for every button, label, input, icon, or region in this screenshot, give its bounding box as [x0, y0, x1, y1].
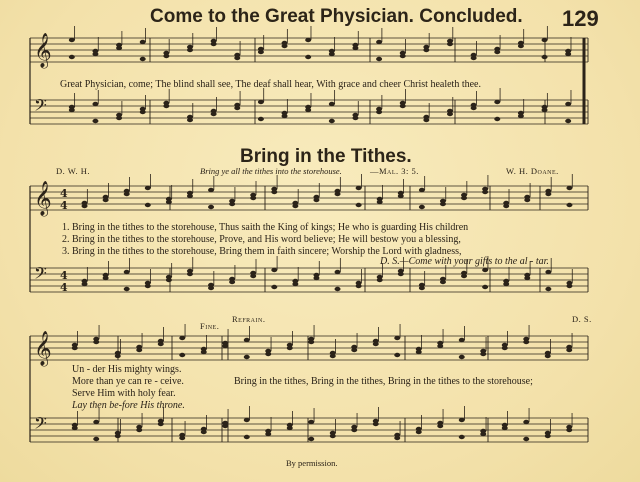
h1-bass-note — [471, 103, 477, 107]
h2b-bass-note — [244, 418, 250, 422]
h2a-treble-note — [208, 188, 214, 192]
h2b-bass-note — [287, 423, 293, 427]
h2b-bass-note — [158, 419, 164, 423]
h2a-bass-note — [166, 275, 172, 279]
h2b-bass-note — [330, 431, 336, 435]
h2a-treble-note — [566, 186, 572, 190]
h2a-bass-note — [566, 281, 572, 285]
h2b-treble-note — [330, 351, 336, 355]
h2b-treble-note — [394, 353, 400, 357]
h2a-bass-note — [377, 275, 383, 279]
h1-treble-note — [163, 51, 169, 55]
h1-bass-note — [447, 109, 453, 113]
h2b-treble-note — [480, 349, 486, 353]
h2b-bass-note — [179, 433, 185, 437]
h2b-treble-note — [523, 337, 529, 341]
bottom-verse-4: Lay then be-fore His throne. — [72, 400, 185, 411]
h2b-bass-note — [222, 421, 228, 425]
h1-bass-note — [305, 105, 311, 109]
refrain-text: Bring in the tithes, Bring in the tithes, Bring in the tithes to the storehouse; — [234, 376, 533, 387]
h2b-bass-note — [523, 437, 529, 441]
h2b-treble-note — [72, 343, 78, 347]
ds-note: D. S.—Come with your gifts to the al - tar. — [380, 256, 549, 267]
time-signature-top: 4 — [60, 187, 68, 200]
refrain-label: Refrain. — [232, 314, 266, 324]
h2b-bass-note — [566, 425, 572, 429]
h1-bass-note — [329, 119, 335, 123]
h2b-treble-note — [222, 341, 228, 345]
h2b-bass-note — [394, 433, 400, 437]
h1-treble-note — [69, 38, 75, 42]
h2a-bass-clef: 𝄢 — [34, 263, 47, 287]
h2a-bass-note — [482, 268, 488, 272]
h1-treble-note — [211, 39, 217, 43]
time-signature-bottom: 4 — [60, 199, 68, 212]
h1-treble-note — [376, 40, 382, 44]
h1-bass-note — [352, 113, 358, 117]
h2a-bass-note — [229, 277, 235, 281]
h2a-treble-note — [208, 205, 214, 209]
h1-bass-note — [211, 109, 217, 113]
time-signature-bottom: 4 — [60, 281, 68, 294]
h2a-treble-note — [292, 201, 298, 205]
h1-bass-note — [140, 107, 146, 111]
h1-bass-note — [376, 107, 382, 111]
h2a-bass-note — [82, 279, 88, 283]
time-signature-top: 4 — [60, 269, 68, 282]
h2b-treble-note — [265, 349, 271, 353]
credit-line: By permission. — [286, 458, 338, 468]
h2b-bass-note — [545, 431, 551, 435]
bottom-verse-3: Serve Him with holy fear. — [72, 388, 176, 399]
h1-bass-note — [423, 115, 429, 119]
h2a-bass-note — [503, 279, 509, 283]
h2a-treble-note — [482, 187, 488, 191]
h2b-bass-note — [136, 425, 142, 429]
h2b-bass-note — [459, 435, 465, 439]
h2b-bass-note — [373, 419, 379, 423]
h2a-bass-note — [398, 269, 404, 273]
h2a-treble-note — [356, 203, 362, 207]
h2a-bass-note — [545, 287, 551, 291]
h2b-treble-note — [179, 353, 185, 357]
h2a-bass-note — [313, 273, 319, 277]
h2b-bass-note — [93, 420, 99, 424]
h2b-treble-note — [502, 343, 508, 347]
h1-treble-note — [140, 40, 146, 44]
hymn2-title: Bring in the Tithes. — [240, 146, 412, 167]
h1-treble-note — [140, 57, 146, 61]
h1-treble-clef: 𝄞 — [34, 33, 52, 68]
hymn2-composer: W. H. Doane. — [506, 166, 559, 176]
h2a-bass-note — [124, 270, 130, 274]
h2a-treble-note — [82, 201, 88, 205]
h1-treble-note — [352, 43, 358, 47]
h1-bass-note — [116, 113, 122, 117]
h1-bass-note — [542, 105, 548, 109]
h1-bass-note — [282, 111, 288, 115]
h1-bass-note — [329, 102, 335, 106]
h2a-bass-note — [545, 270, 551, 274]
h2b-treble-note — [244, 355, 250, 359]
h2a-bass-note — [356, 281, 362, 285]
h1-bass-note — [565, 102, 571, 106]
h2a-treble-note — [419, 188, 425, 192]
h2a-treble-note — [461, 193, 467, 197]
h2a-treble-note — [313, 195, 319, 199]
verse-3: 3. Bring in the tithes to the storehouse, Bring them in faith sincere; Worship the Lord with gladness, — [62, 246, 462, 257]
h2b-treble-note — [351, 345, 357, 349]
h1-treble-note — [305, 55, 311, 59]
h1-bass-note — [565, 119, 571, 123]
h2a-bass-note — [103, 273, 109, 277]
h2a-bass-note — [335, 270, 341, 274]
hymn1-title: Come to the Great Physician. Concluded. — [150, 6, 523, 27]
h2a-bass-note — [208, 283, 214, 287]
h2b-bass-note — [308, 420, 314, 424]
h2b-bass-note — [244, 435, 250, 439]
h2a-treble-note — [229, 199, 235, 203]
h1-treble-note — [400, 51, 406, 55]
h1-bass-note — [92, 102, 98, 106]
h2a-bass-note — [124, 287, 130, 291]
h1-bass-note — [258, 100, 264, 104]
h2b-treble-note — [136, 345, 142, 349]
h2b-bass-note — [115, 431, 121, 435]
fine-label: Fine. — [200, 321, 220, 331]
h1-treble-note — [116, 43, 122, 47]
h1-bass-note — [258, 117, 264, 121]
h2b-treble-note — [373, 339, 379, 343]
h2a-treble-note — [566, 203, 572, 207]
h2a-treble-note — [440, 199, 446, 203]
h2a-bass-note — [271, 285, 277, 289]
h1-treble-note — [376, 57, 382, 61]
hymn2-epigraph: Bring ye all the tithes into the storehouse. — [200, 166, 342, 176]
h2a-bass-note — [482, 285, 488, 289]
h2a-treble-note — [545, 189, 551, 193]
h1-bass-note — [92, 119, 98, 123]
h1-treble-note — [423, 45, 429, 49]
h1-treble-note — [69, 55, 75, 59]
h1-bass-note — [400, 101, 406, 105]
h1-treble-note — [305, 38, 311, 42]
h2a-bass-note — [187, 269, 193, 273]
h2a-treble-note — [419, 205, 425, 209]
h2b-bass-note — [480, 429, 486, 433]
h2b-bass-note — [459, 418, 465, 422]
h1-treble-note — [187, 45, 193, 49]
h2b-bass-clef: 𝄢 — [34, 413, 47, 437]
h2b-treble-note — [459, 355, 465, 359]
h2b-treble-note — [244, 338, 250, 342]
h2b-treble-note — [394, 336, 400, 340]
hymn2-author: D. W. H. — [56, 166, 90, 176]
h2a-treble-note — [503, 201, 509, 205]
h2a-treble-note — [377, 197, 383, 201]
h2a-treble-clef: 𝄞 — [34, 181, 52, 216]
h2a-bass-note — [145, 281, 151, 285]
h1-bass-note — [69, 105, 75, 109]
h1-bass-note — [163, 101, 169, 105]
h1-treble-note — [518, 41, 524, 45]
h1-treble-note — [234, 53, 240, 57]
bottom-verse-2: More than ye can re - ceive. — [72, 376, 184, 387]
h1-bass-note — [518, 111, 524, 115]
h2b-treble-note — [93, 337, 99, 341]
h2a-bass-note — [292, 279, 298, 283]
h2a-bass-note — [419, 283, 425, 287]
hymn1-lyric-line: Great Physician, come; The blind shall see, The deaf shall hear, With grace and cheer Christ healeth thee. — [60, 79, 481, 90]
h1-bass-note — [494, 100, 500, 104]
h2a-bass-note — [335, 287, 341, 291]
h2b-treble-note — [179, 336, 185, 340]
h2a-bass-note — [440, 277, 446, 281]
h1-treble-note — [494, 47, 500, 51]
h1-treble-note — [329, 49, 335, 53]
h1-treble-note — [447, 39, 453, 43]
page-number: 129 — [562, 6, 599, 31]
h2b-treble-note — [545, 351, 551, 355]
h2b-treble-note — [201, 347, 207, 351]
h1-bass-clef: 𝄢 — [34, 95, 47, 119]
h1-treble-note — [92, 49, 98, 53]
h2b-treble-note — [566, 345, 572, 349]
h2a-treble-note — [335, 189, 341, 193]
bottom-verse-1: Un - der His mighty wings. — [72, 364, 182, 375]
h2a-bass-note — [250, 271, 256, 275]
h2b-treble-note — [158, 339, 164, 343]
h2a-treble-note — [124, 189, 130, 193]
h2b-bass-note — [351, 425, 357, 429]
h2b-bass-note — [437, 421, 443, 425]
h2a-bass-note — [461, 271, 467, 275]
h1-treble-note — [542, 55, 548, 59]
h1-treble-note — [471, 53, 477, 57]
verse-2: 2. Bring in the tithes to the storehouse, Prove, and His word believe; He will bestow you a blessing, — [62, 234, 461, 245]
h2a-bass-note — [271, 268, 277, 272]
h1-bass-note — [234, 103, 240, 107]
ds-label: D. S. — [572, 314, 592, 324]
h1-bass-note — [187, 115, 193, 119]
h2b-bass-note — [72, 423, 78, 427]
h2b-treble-note — [416, 347, 422, 351]
h2a-treble-note — [187, 191, 193, 195]
h2b-treble-note — [437, 341, 443, 345]
h1-treble-note — [542, 38, 548, 42]
h2a-treble-note — [271, 187, 277, 191]
h2b-bass-note — [416, 427, 422, 431]
h1-bass-note — [494, 117, 500, 121]
h2a-treble-note — [524, 195, 530, 199]
h1-treble-note — [282, 41, 288, 45]
h2b-bass-note — [93, 437, 99, 441]
h2a-treble-note — [166, 197, 172, 201]
h2b-treble-note — [459, 338, 465, 342]
h2b-treble-clef: 𝄞 — [34, 331, 52, 366]
h1-treble-note — [565, 49, 571, 53]
h2a-treble-note — [356, 186, 362, 190]
h2b-bass-note — [201, 427, 207, 431]
h2b-bass-note — [265, 429, 271, 433]
h2a-treble-note — [145, 186, 151, 190]
h2b-treble-note — [287, 343, 293, 347]
h2b-bass-note — [308, 437, 314, 441]
h2b-treble-note — [308, 337, 314, 341]
verse-1: 1. Bring in the tithes to the storehouse, Thus saith the King of kings; He who is guarding His children — [62, 222, 469, 233]
h2a-treble-note — [398, 191, 404, 195]
h2b-bass-note — [502, 423, 508, 427]
h2a-treble-note — [250, 193, 256, 197]
h2b-treble-note — [115, 351, 121, 355]
h1-treble-note — [258, 47, 264, 51]
h2b-bass-note — [523, 420, 529, 424]
h2a-treble-note — [103, 195, 109, 199]
h2a-bass-note — [524, 273, 530, 277]
h2a-treble-note — [145, 203, 151, 207]
hymn2-reference: —Mal. 3: 5. — [370, 166, 419, 176]
